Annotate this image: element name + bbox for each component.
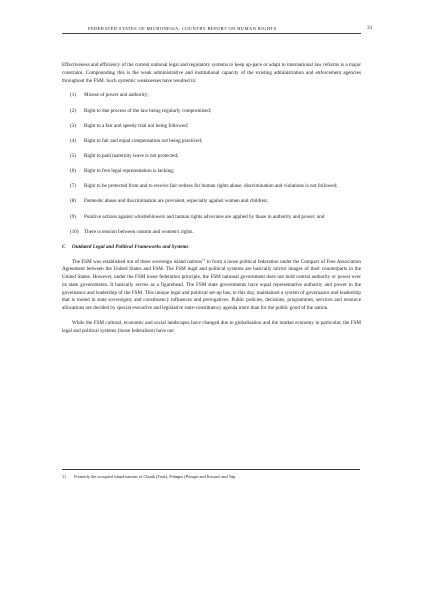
list-item <box>62 198 361 206</box>
list-item-text: Punitive actions against whistleblowers and human rights advocates are applied by those in authority and power; and <box>84 213 325 220</box>
footnote-rule <box>62 469 360 470</box>
header-rule <box>62 33 361 34</box>
paragraph-text: The FSM was established out of three sovereign island nations <box>72 258 202 265</box>
list-item-text: Right to fair and equal compensation not being practiced; <box>84 137 203 144</box>
footnote <box>62 474 362 480</box>
list-item-number: (9) <box>70 213 76 220</box>
list-item <box>62 138 361 146</box>
list-item-number: (7) <box>70 183 76 190</box>
list-item-number: (4) <box>70 137 76 144</box>
list-item-number: (6) <box>70 168 76 175</box>
list-item <box>62 123 361 131</box>
list-item-text: There is tension between custom and women's rights. <box>84 228 194 235</box>
footnote-number: 11 <box>62 474 67 479</box>
intro-paragraph: Effectiveness and efficiency of the current national legal and regulatory systems to keep up-pace or adapt to international law reforms is a major constraint. Compounding this is the weak administrative and institutional capacity of the existing administration and enforcement agencies throughout the FSM. Such systemic weaknesses have resulted in: <box>62 62 361 84</box>
footnote-text: Formerly the occupied island nations of Chuuk (Truk), Pohnpei (Ponape and Kosrae) and Yap. <box>74 474 237 479</box>
list-item-text: Right to due process of the law being regularly compromised; <box>84 107 212 114</box>
list-item <box>62 168 361 176</box>
list-item-text: Right to free legal representation is lacking; <box>84 168 175 175</box>
section-heading <box>62 244 361 252</box>
paragraph-federation <box>62 256 361 313</box>
list-item <box>62 92 361 100</box>
list-item-text: Right to a fair and speedy trial not being followed; <box>84 122 189 129</box>
running-header: FEDERATED STATES OF MICRONESIA: COUNTRY REPORT ON HUMAN RIGHTS <box>88 26 277 31</box>
list-item <box>62 229 361 237</box>
list-item <box>62 108 361 116</box>
list-item-number: (8) <box>70 198 76 205</box>
list-item <box>62 153 361 161</box>
list-item-number: (1) <box>70 92 76 99</box>
paragraph-text-continued: to form a loose political federation under the Compact of Free Association Agreement between the United States and FSM. The FSM legal and political systems are basically mirror images of their counterparts in the United States. However, under the FSM loose federation principle, the FSM national government does not hold central authority or power over its state governments. It basically serves as a figurehead. The FSM state governments have equal representative authority and power in the governance and leadership of the FSM. This unique legal and political set-up has, to this day, maintained a system of governance and leadership that is rooted in state sovereignty and constituency influences and prerogatives. Public policies, decisions, programmes, services and resource allocations are decided by special executive and legislative state-constituency agenda more than for the public good of the nation. <box>62 258 361 312</box>
page-number: 31 <box>367 25 373 31</box>
list-item-text: Misuse of power and authority; <box>84 92 149 99</box>
section-letter: C <box>62 243 66 250</box>
list-item <box>62 214 361 222</box>
weakness-list <box>62 92 361 236</box>
footnote-reference[interactable]: 11 <box>202 256 206 261</box>
list-item <box>62 183 361 191</box>
list-item-text: Right to paid maternity leave is not protected; <box>84 153 179 159</box>
section-title: Outdated Legal and Political Frameworks and Systems <box>72 243 189 250</box>
list-item-number: (10) <box>70 228 79 235</box>
body-text <box>62 62 361 343</box>
list-item-number: (3) <box>70 122 76 129</box>
list-item-number: (2) <box>70 107 76 114</box>
paragraph-landscape: While the FSM cultural, economic and social landscapes have changed due to globalisation and the market economy in particular, the FSM legal and political systems (loose federalism) have not <box>62 320 361 334</box>
list-item-number: (5) <box>70 153 76 159</box>
list-item-text: Domestic abuse and discrimination are prevalent, especially against women and children; <box>84 198 269 205</box>
list-item-text: Right to be protected from and to receive fair redress for human rights abuse, discrimination and violations is not followed; <box>84 183 338 190</box>
